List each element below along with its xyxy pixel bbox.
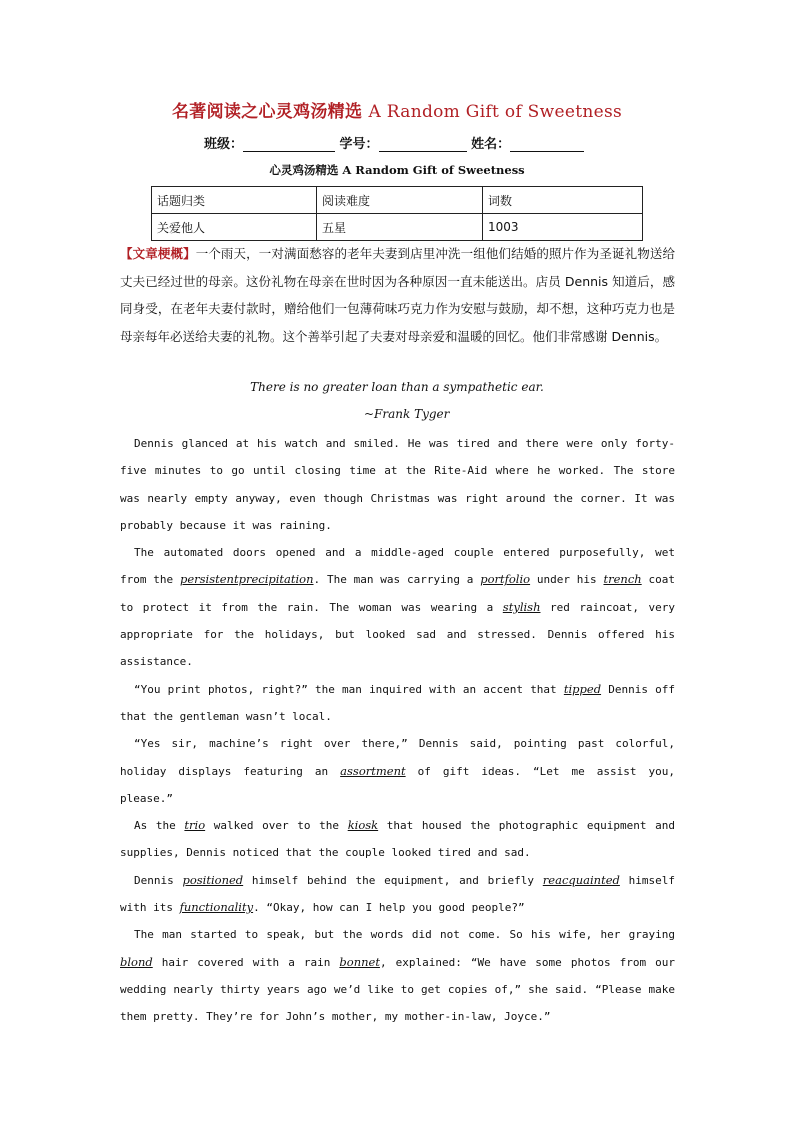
table-row — [152, 187, 643, 214]
vocab-word: functionality — [179, 900, 254, 915]
table-cell: 五星 — [317, 214, 483, 241]
story-paragraph — [120, 812, 675, 867]
title-english: A Random Gift of Sweetness — [368, 102, 622, 122]
summary-text: 一个雨天，一对满面愁容的老年夫妻到店里冲洗一组他们结婚的照片作为圣诞礼物送给丈夫已经过世的母亲。这份礼物在母亲在世时因为各种原因一直未能送出。店员 Dennis 知道后，感同身受，在老年夫妻付款时，赠给他们一包薄荷味巧克力作为安慰与鼓励，却不想，这种巧克力也是母亲每年必送给夫妻的礼物。这个善举引起了夫妻对母亲爱和温暖的回忆。他们非常感谢 Dennis。 — [120, 246, 675, 344]
name-label: 姓名： — [471, 137, 511, 152]
vocab-word: trench — [603, 572, 642, 587]
info-table — [151, 186, 643, 241]
story-paragraph: Dennis glanced at his watch and smiled. He was tired and there were only forty-five minutes to go until closing time at the Rite-Aid where he worked. The store was nearly empty anyway, even though Christmas was right around the corner. It was probably because it was raining. — [120, 437, 675, 532]
vocab-word: persistentprecipitation — [179, 572, 314, 587]
title-chinese: 名著阅读之心灵鸡汤精选 — [171, 102, 363, 122]
text-run: hair covered with a rain — [152, 955, 340, 969]
text-run: As the — [134, 819, 185, 833]
story-paragraph — [120, 921, 675, 1030]
epigraph-author: ~Frank Tyger — [364, 407, 450, 421]
text-run: , explained: “We have some photos from our wedding nearly thirty years ago we’d like to get copies of,” she said. “Please make them pretty. They’re for John’s mother, my mother-in-law, Joyce.” — [120, 955, 676, 1024]
text-run: that housed the photographic equipment and supplies, Dennis noticed that the couple looked tired and sad. — [120, 819, 676, 860]
text-run: . The man was carrying a — [313, 573, 481, 587]
document-title — [0, 97, 794, 122]
vocab-word: blond — [120, 954, 153, 969]
table-header-cell: 话题归类 — [152, 187, 317, 214]
text-run: himself with its — [120, 873, 675, 915]
table-cell: 关爱他人 — [152, 214, 317, 241]
vocab-word: bonnet — [339, 954, 380, 969]
text-run: “Yes sir, machine’s right over there,” Dennis said, pointing past colorful, holiday displays featuring an — [120, 737, 675, 778]
text-run: “You print photos, right?” the man inquired with an accent that — [134, 682, 564, 696]
table-header-cell: 词数 — [483, 187, 643, 214]
class-label: 班级： — [204, 137, 244, 152]
summary-paragraph — [120, 240, 675, 350]
name-blank[interactable] — [510, 138, 584, 152]
text-run: . “Okay, how can I help you good people?” — [253, 901, 525, 915]
subtitle: 心灵鸡汤精选 A Random Gift of Sweetness — [269, 163, 525, 177]
vocab-word: kiosk — [347, 818, 379, 833]
story-body — [120, 430, 675, 1031]
number-label: 学号： — [339, 137, 379, 152]
text-run: of gift ideas. “Let me assist you, please.” — [120, 764, 675, 805]
text-run: under his — [530, 573, 604, 587]
vocab-word: assortment — [340, 763, 406, 778]
table-cell: 1003 — [483, 214, 643, 241]
story-paragraph — [120, 676, 675, 731]
text-run: The automated doors opened and a middle-aged couple entered purposefully, wet from the — [120, 546, 675, 587]
text-run: Dennis — [134, 873, 183, 887]
class-blank[interactable] — [243, 138, 335, 152]
text-run: Dennis off that the gentleman wasn’t local. — [120, 682, 676, 723]
story-paragraph — [120, 539, 675, 675]
student-info-line — [204, 133, 604, 152]
summary-tag: 【文章梗概】 — [120, 246, 196, 261]
vocab-word: positioned — [182, 872, 244, 887]
text-run: himself behind the equipment, and briefly — [243, 873, 543, 887]
story-paragraph — [120, 867, 675, 922]
table-header-cell: 阅读难度 — [317, 187, 483, 214]
text-run: The man started to speak, but the words did not come. So his wife, her graying — [134, 928, 675, 942]
text-run: walked over to the — [205, 819, 348, 833]
vocab-word: trio — [184, 818, 206, 833]
text-run: coat to protect it from the rain. The woman was wearing a — [120, 573, 675, 614]
number-blank[interactable] — [379, 138, 467, 152]
vocab-word: stylish — [502, 599, 541, 614]
vocab-word: portfolio — [480, 572, 531, 587]
table-row — [152, 214, 643, 241]
vocab-word: reacquainted — [542, 872, 620, 887]
vocab-word: tipped — [563, 681, 602, 696]
story-paragraph — [120, 730, 675, 812]
text-run: red raincoat, very appropriate for the holidays, but looked sad and stressed. Dennis offered his assistance. — [120, 600, 675, 669]
epigraph-quote: There is no greater loan than a sympathetic ear. — [250, 380, 544, 394]
